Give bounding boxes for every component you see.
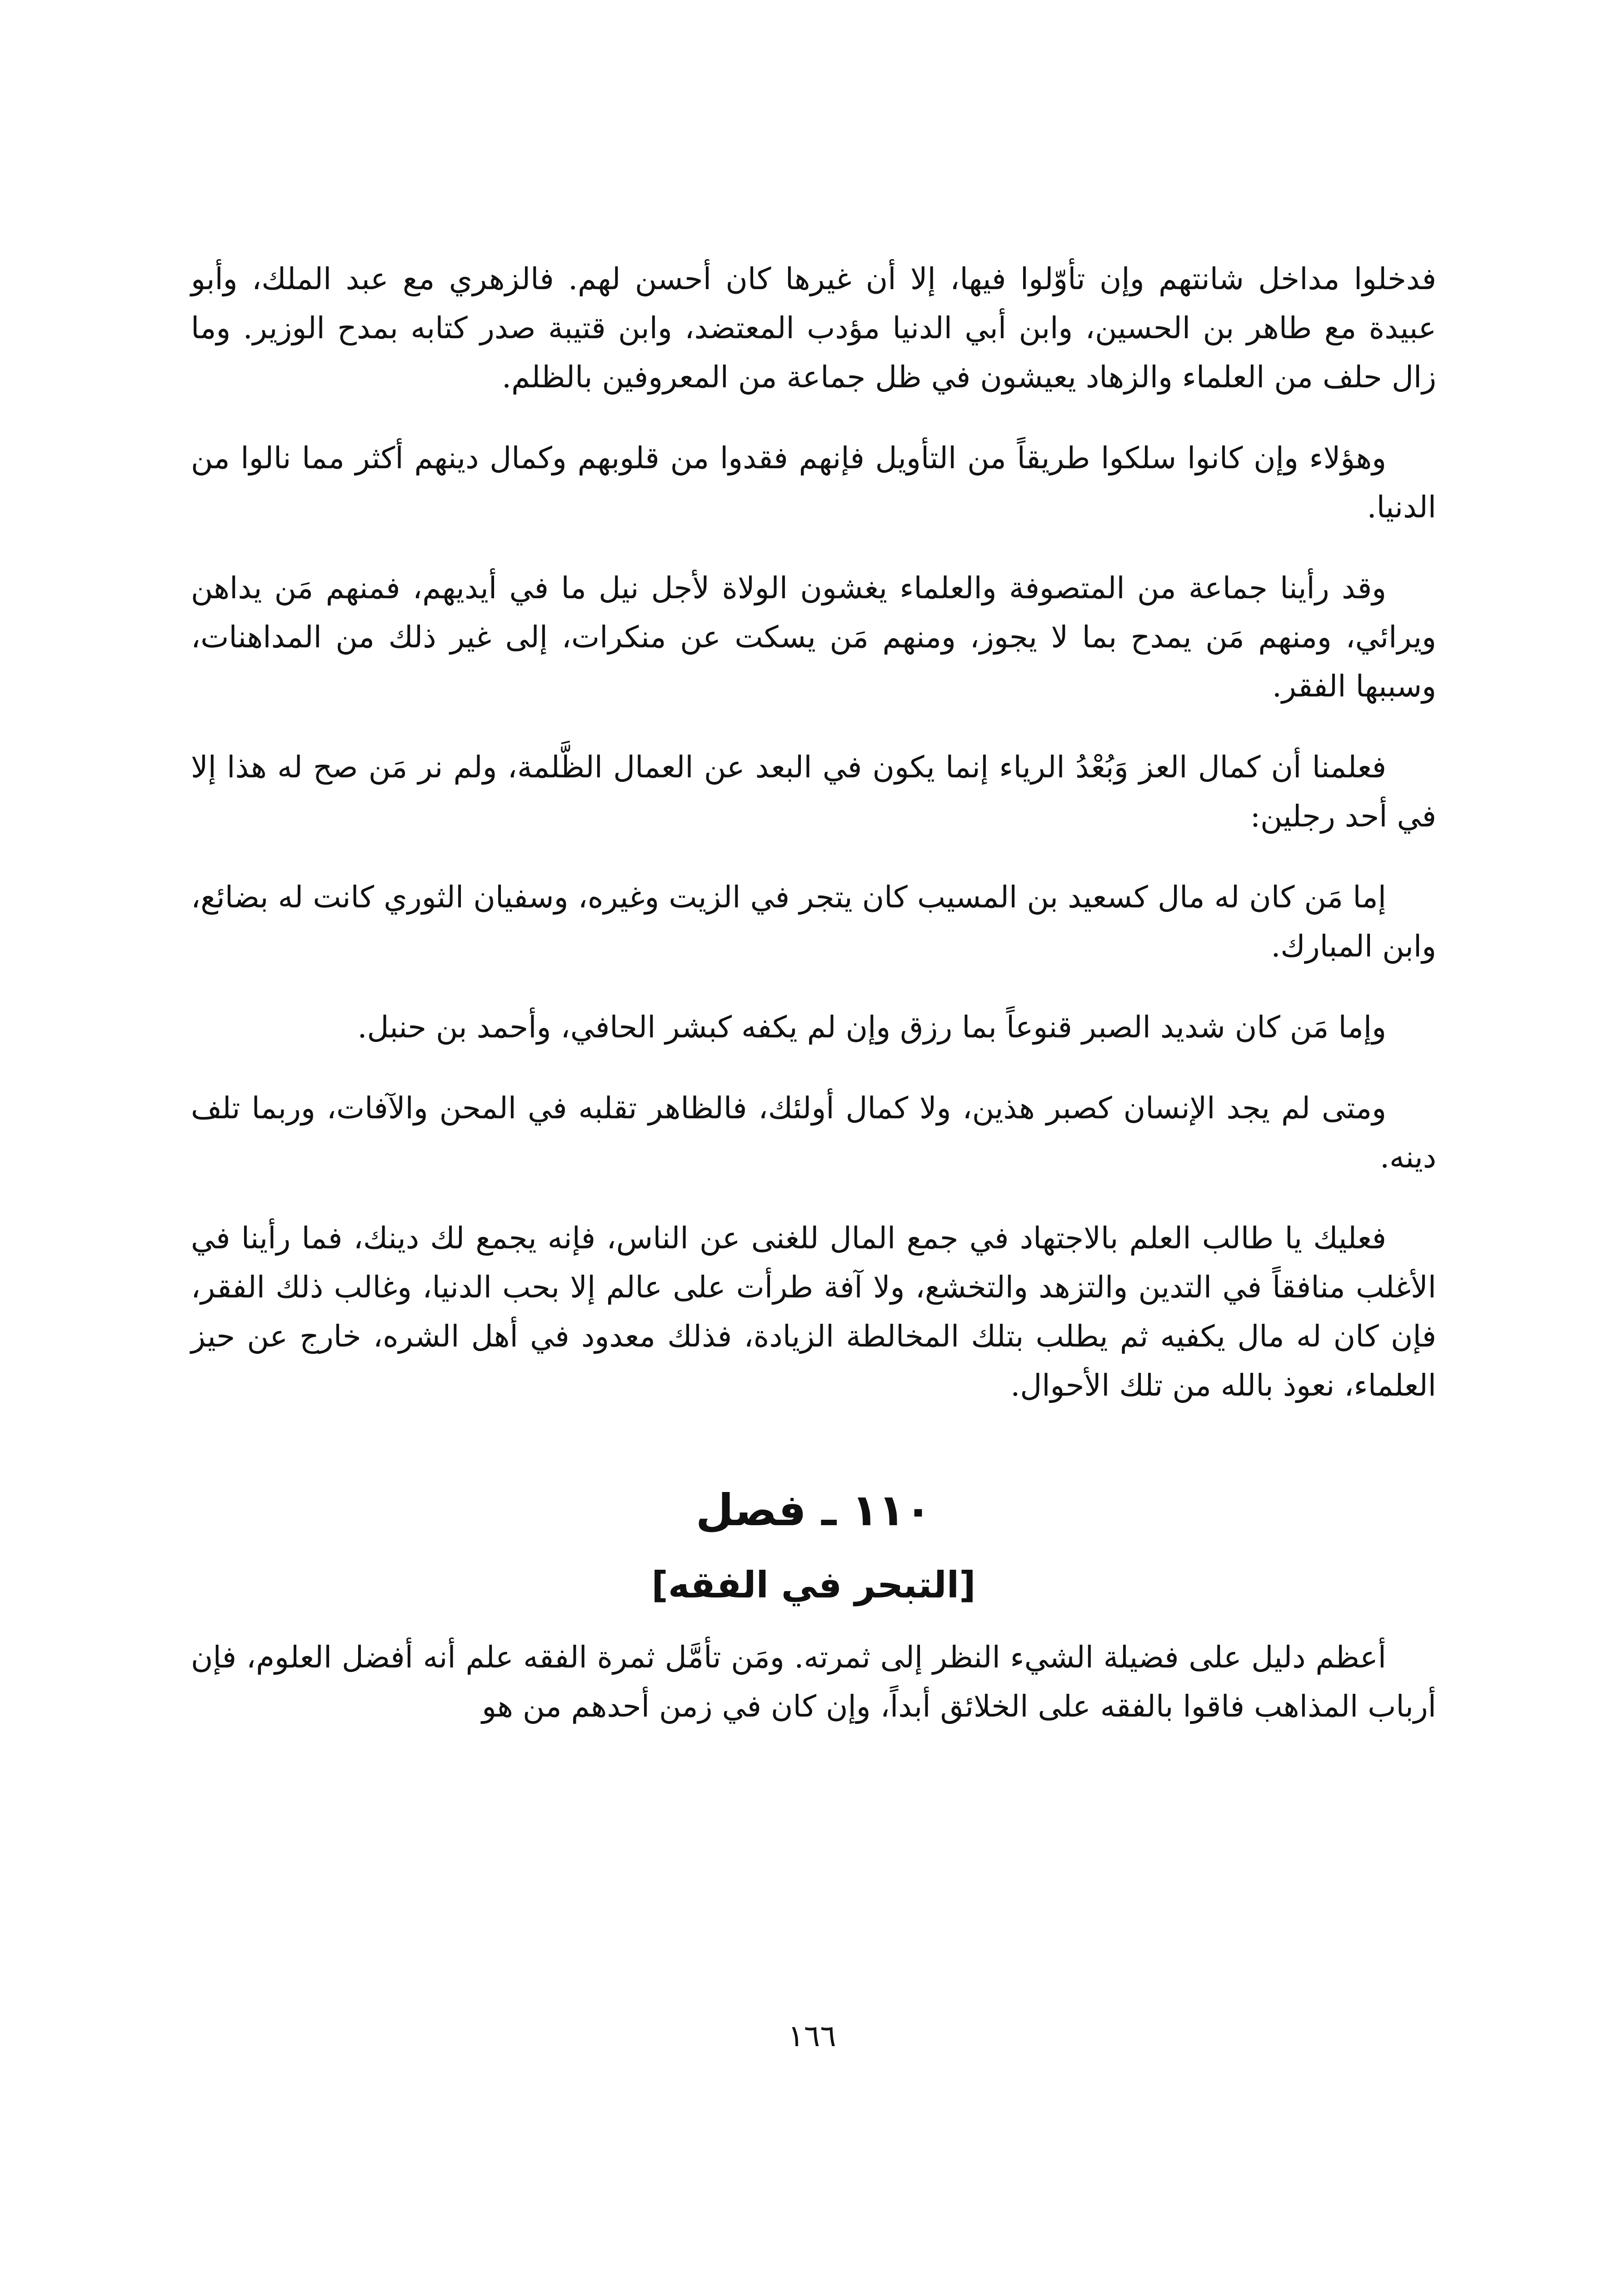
section-subtitle: [التبحر في الفقه] xyxy=(651,1564,976,1606)
paragraph: فعلمنا أن كمال العز وَبُعْدُ الرياء إنما يكون في البعد عن العمال الظَّلمة، ولم نر مَن صح له هذا إلا في أحد رجلين: xyxy=(191,750,1436,834)
paragraph: فعليك يا طالب العلم بالاجتهاد في جمع المال للغنى عن الناس، فإنه يجمع لك دينك، فما رأينا في الأغلب منافقاً في التدين والتزهد والتخشع، ولا آفة طرأت على عالم إلا بحب الدنيا، وغالب ذلك الفقر، فإن كان له مال يكفيه ثم يطلب بتلك المخالطة الزيادة، فذلك معدود في أهل الشره، خارج عن حيز العلماء، نعوذ بالله من تلك الأحوال. xyxy=(191,1221,1436,1403)
book-page xyxy=(191,255,1436,1763)
paragraph: أعظم دليل على فضيلة الشيء النظر إلى ثمرته. ومَن تأمَّل ثمرة الفقه علم أنه أفضل العلوم، فإن أرباب المذاهب فاقوا بالفقه على الخلائق أبداً، وإن كان في زمن أحدهم من هو xyxy=(191,1640,1436,1724)
paragraph: وهؤلاء وإن كانوا سلكوا طريقاً من التأويل فإنهم فقدوا من قلوبهم وكمال دينهم أكثر مما نالوا من الدنيا. xyxy=(191,441,1436,525)
paragraph: ومتى لم يجد الإنسان كصبر هذين، ولا كمال أولئك، فالظاهر تقلبه في المحن والآفات، وربما تلف دينه. xyxy=(191,1091,1436,1175)
page-number: ١٦٦ xyxy=(788,2018,836,2053)
paragraph: فدخلوا مداخل شانتهم وإن تأوّلوا فيها، إلا أن غيرها كان أحسن لهم. فالزهري مع عبد الملك، وأبو عبيدة مع طاهر بن الحسين، وابن أبي الدنيا مؤدب المعتضد، وابن قتيبة صدر كتابه بمدح الوزير. وما زال حلف من العلماء والزهاد يعيشون في ظل جماعة من المعروفين بالظلم. xyxy=(191,261,1436,395)
paragraph: وإما مَن كان شديد الصبر قنوعاً بما رزق وإن لم يكفه كبشر الحافي، وأحمد بن حنبل. xyxy=(357,1010,1386,1045)
section-heading: ١١٠ ـ فصل xyxy=(695,1485,932,1536)
paragraph: وقد رأينا جماعة من المتصوفة والعلماء يغشون الولاة لأجل نيل ما في أيديهم، فمنهم مَن يداهن ويرائي، ومنهم مَن يمدح بما لا يجوز، ومنهم مَن يسكت عن منكرات، إلى غير ذلك من المداهنات، وسببها الفقر. xyxy=(191,571,1436,704)
paragraph: إما مَن كان له مال كسعيد بن المسيب كان يتجر في الزيت وغيره، وسفيان الثوري كانت له بضائع، وابن المبارك. xyxy=(191,880,1436,964)
